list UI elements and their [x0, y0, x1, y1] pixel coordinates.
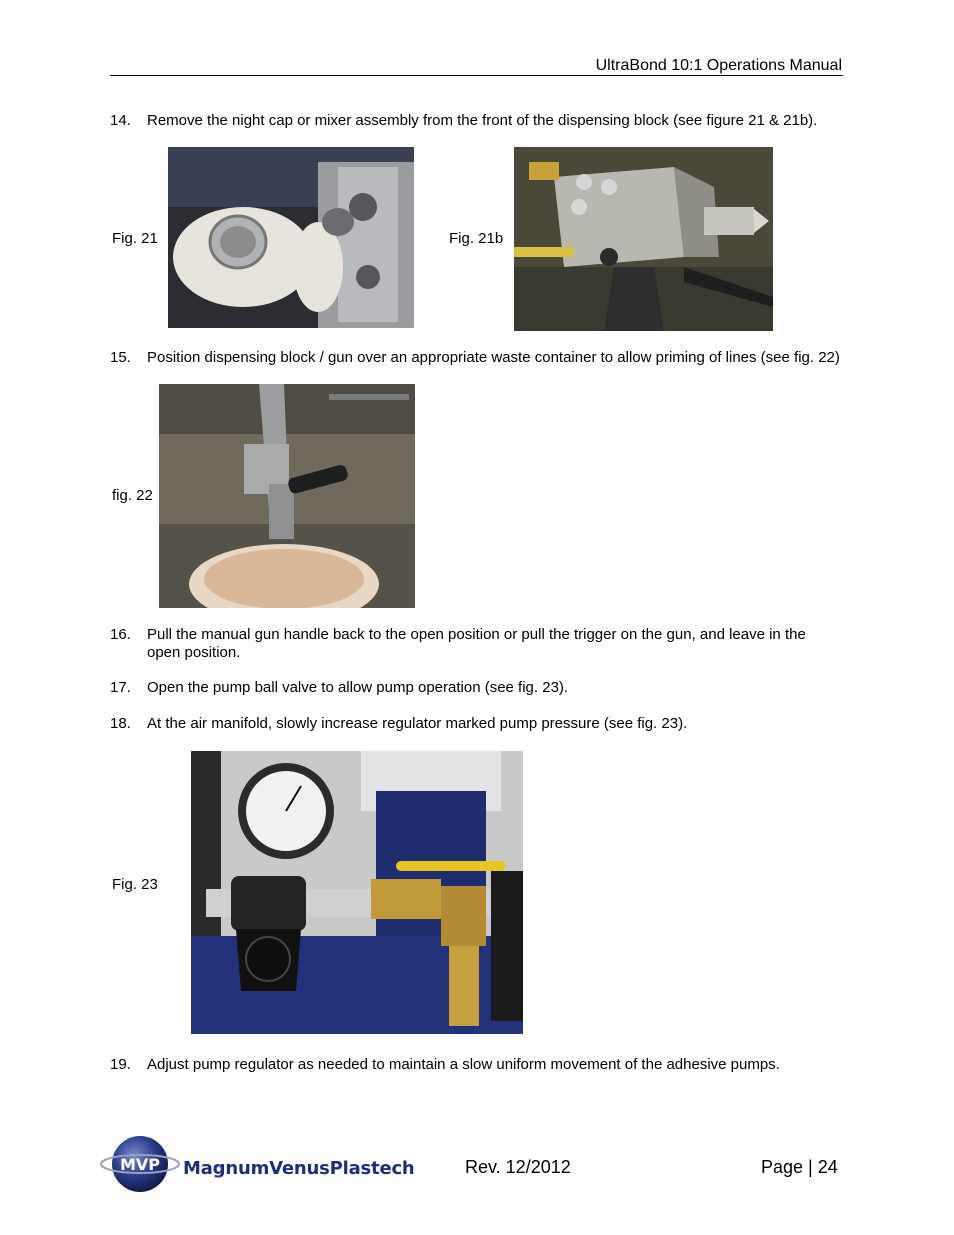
- company-logo: [100, 1134, 180, 1194]
- step-14: [110, 112, 870, 132]
- header-title: UltraBond 10:1 Operations Manual: [595, 57, 842, 74]
- figure-22-photo: [159, 384, 415, 608]
- step-number: 17.: [110, 679, 131, 696]
- step-text: Position dispensing block / gun over an appropriate waste container to allow priming of lines (see fig. 22): [147, 349, 840, 366]
- figure-23-photo: [191, 751, 523, 1034]
- step-number: 19.: [110, 1056, 131, 1073]
- step-number: 14.: [110, 112, 131, 129]
- step-number: 16.: [110, 626, 131, 643]
- step-text: Remove the night cap or mixer assembly from the front of the dispensing block (see figure 21 & 21b).: [147, 112, 818, 129]
- step-17: [110, 679, 870, 699]
- figure-caption-21: Fig. 21: [112, 230, 158, 247]
- page-number: Page | 24: [761, 1157, 838, 1177]
- figure-21-photo: [168, 147, 414, 328]
- figure-caption-22: fig. 22: [112, 487, 153, 504]
- step-text: Adjust pump regulator as needed to maintain a slow uniform movement of the adhesive pumps.: [147, 1056, 780, 1073]
- step-19: [110, 1056, 870, 1076]
- step-15: [110, 349, 880, 369]
- figure-caption-23: Fig. 23: [112, 876, 158, 893]
- step-text: Pull the manual gun handle back to the open position or pull the trigger on the gun, and leave in the open position.: [147, 626, 806, 661]
- figure-caption-21b: Fig. 21b: [449, 230, 504, 247]
- step-number: 18.: [110, 715, 131, 732]
- logo-mark: MVP: [119, 1155, 161, 1174]
- step-16: [110, 626, 870, 666]
- step-18: [110, 715, 870, 735]
- revision-label: Rev. 12/2012: [465, 1157, 571, 1177]
- step-text: At the air manifold, slowly increase regulator marked pump pressure (see fig. 23).: [147, 715, 688, 732]
- logo-text: MagnumVenusPlastech: [183, 1158, 415, 1179]
- step-number: 15.: [110, 349, 131, 366]
- header-rule: [110, 75, 843, 76]
- figure-21b-photo: [514, 147, 773, 331]
- step-text: Open the pump ball valve to allow pump operation (see fig. 23).: [147, 679, 569, 696]
